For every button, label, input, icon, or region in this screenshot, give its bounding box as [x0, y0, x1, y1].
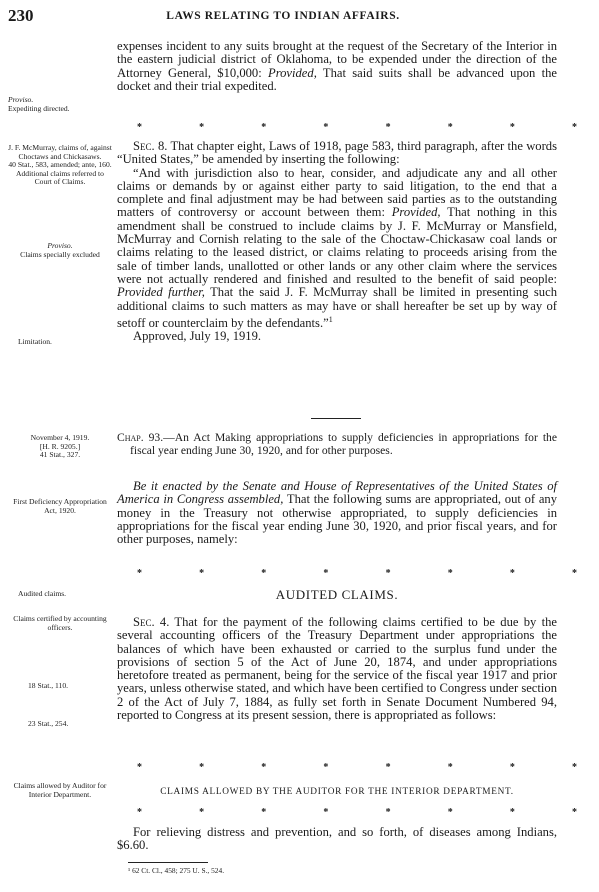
relief-paragraph: For relieving distress and prevention, and so forth, of diseases among Indians, $6.60.	[117, 825, 557, 853]
section-4-text: Sec. 4. That for the payment of the following claims certified to be due by the several accounting officers of the Treasury Department under appropriations the balances of which have been exhausted or carried to the surplus fund under the provisions of section 5 of the Act of June 20, 1874, and under appropriations heretofore treated as permanent, being for the service of the fiscal year 1917 and prior years, unless otherwise stated, and which have been certified to Congress under section 2 of the Act of July 7, 1884, as fully set forth in Senate Document Numbered 94, reported to Congress at its present session, there is appropriated as follows:	[117, 615, 557, 723]
margin-note-limitation: Limitation.	[18, 337, 52, 346]
section-7-text: expenses incident to any suits brought at the request of the Secretary of the Interior in the eastern judicial district of Oklahoma, to be expended under the direction of the Attorney General, $10,000: Provided, That said suits shall be advanced upon the docket and their trial expedited.	[117, 39, 557, 93]
ellipsis-stars: * * * * * * * *	[137, 122, 577, 133]
enacting-clause: Be it enacted by the Senate and House of Representatives of the United States of America in Congress assembled, That the following sums are appropriated, out of any money in the Treasury not otherwise appropriated, to supply deficiencies in appropriations for the fiscal year ending June 30, 1920, and prior fiscal years, and for other purposes, namely:	[117, 479, 558, 547]
margin-note-excluded: Proviso. Claims specially excluded	[20, 241, 100, 259]
ellipsis-stars: * * * * * * * *	[137, 568, 577, 579]
margin-note-first-deficiency: First Deficiency Appropriation Act, 1920.	[13, 497, 107, 515]
margin-note-certified: Claims certified by accounting officers.	[13, 614, 107, 632]
page-header	[8, 6, 558, 32]
margin-note-proviso: Proviso. Expediting directed.	[8, 95, 70, 113]
interior-claims-heading: CLAIMS ALLOWED BY THE AUDITOR FOR THE INTERIOR DEPARTMENT.	[160, 787, 514, 797]
audited-claims-heading: AUDITED CLAIMS.	[275, 587, 399, 602]
approved-line: Approved, July 19, 1919.	[133, 329, 262, 344]
divider-rule	[311, 418, 361, 419]
footnote: ¹ 62 Ct. Cl., 458; 275 U. S., 524.	[128, 866, 225, 875]
margin-note-date: November 4, 1919. [H. R. 9205.] 41 Stat., 327.	[30, 433, 90, 460]
margin-note-stat-23: 23 Stat., 254.	[28, 719, 69, 728]
footnote-rule	[128, 862, 208, 863]
margin-note-interior: Claims allowed by Auditor for Interior Department.	[13, 781, 107, 799]
chapter-93-title: Chap. 93.—An Act Making appropriations to supply deficiencies in appropriations for the fiscal year ending June 30, 1920, and for other purposes.	[117, 431, 557, 457]
margin-note-mcmurray: J. F. McMurray, claims of, against Choctaws and Chickasaws. 40 Stat., 583, amended; ante, 160. Additional claims referred to Court of Claims.	[8, 143, 112, 187]
running-title: LAWS RELATING TO INDIAN AFFAIRS.	[166, 10, 400, 22]
ellipsis-stars: * * * * * * * *	[137, 807, 577, 818]
margin-note-stat-18: 18 Stat., 110.	[28, 681, 69, 690]
margin-note-audited: Audited claims.	[18, 589, 67, 598]
ellipsis-stars: * * * * * * * *	[137, 762, 577, 773]
section-8-text: Sec. 8. That chapter eight, Laws of 1918, page 583, third paragraph, after the words “United States,” be amended by inserting the following: “And with jurisdiction also to hear, consider, and adjudicate any and all other claims or demands by or against either party to said litigation, to the end that a complete and final adjustment may be had between said parties as to the outstanding matters of controversy or account between them: Provided, That nothing in this amendment shall be construed to include claims by J. F. McMurray or Mansfield, McMurray and Cornish relating to the sale of the Choctaw-Chickasaw coal lands or claims relating to the leased district, or claims relating to proceeds arising from the sale of timber lands, unallotted or other lands or any other claim where the services were not actually rendered and finished and resulted to the benefit of said people: Provided further, That the said J. F. McMurray shall be limited in presenting such additional claims to such matters as may have or shall hereafter be set up by way of setoff or counterclaim by the defendants.”$^1$ Approved, July 19, 1919.	[117, 139, 558, 344]
page-number: 230	[8, 6, 34, 25]
